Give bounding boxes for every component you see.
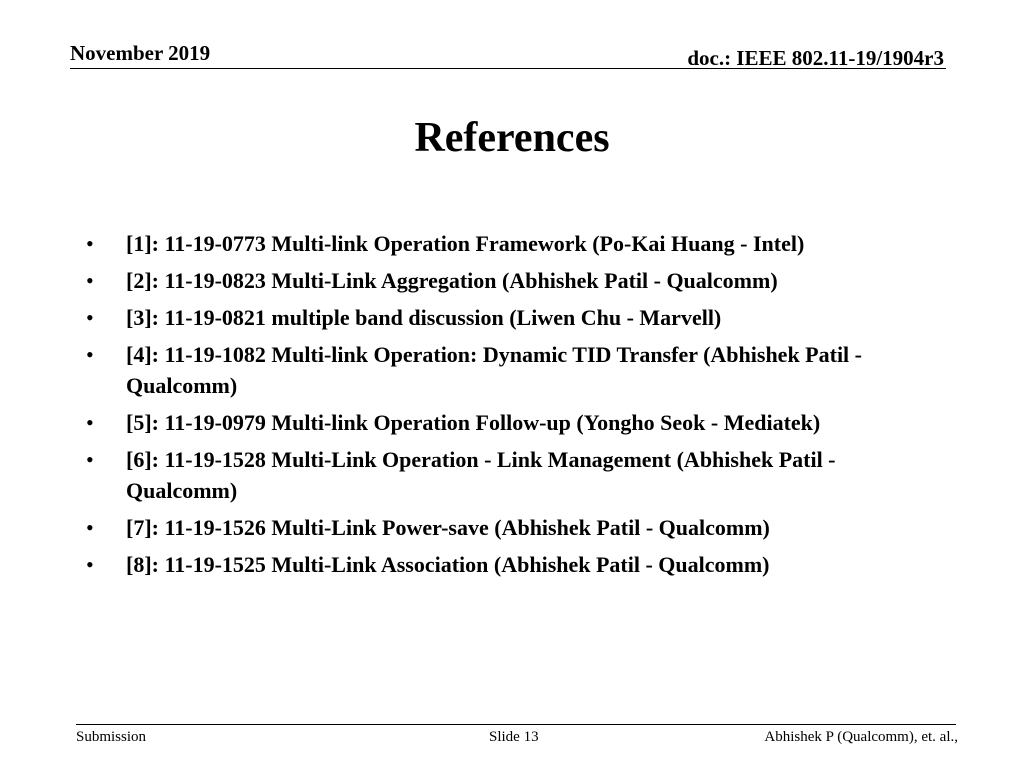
reference-item (86, 512, 916, 543)
bullet-icon: • (86, 410, 94, 435)
reference-text: [8]: 11-19-1525 Multi-Link Association (Abhishek Patil - Qualcomm) (126, 552, 770, 577)
footer-divider (76, 724, 956, 725)
reference-text: [6]: 11-19-1528 Multi-Link Operation - Link Management (Abhishek Patil - Qualcomm) (126, 447, 836, 503)
bullet-icon: • (86, 268, 94, 293)
bullet-icon: • (86, 447, 94, 472)
reference-text: [4]: 11-19-1082 Multi-link Operation: Dynamic TID Transfer (Abhishek Patil - Qualcomm) (126, 342, 862, 398)
footer-author: Abhishek P (Qualcomm), et. al., (764, 729, 958, 745)
footer-slide-number: Slide 13 (489, 729, 539, 745)
header-divider (70, 68, 946, 69)
header-doc-id: doc.: IEEE 802.11-19/1904r3 (687, 46, 944, 70)
reference-text: [2]: 11-19-0823 Multi-Link Aggregation (Abhishek Patil - Qualcomm) (126, 268, 778, 293)
reference-text: [3]: 11-19-0821 multiple band discussion (Liwen Chu - Marvell) (126, 305, 722, 330)
reference-item (86, 407, 916, 438)
reference-item (86, 265, 916, 296)
reference-item (86, 549, 916, 580)
reference-item (86, 302, 916, 333)
bullet-icon: • (86, 342, 94, 367)
bullet-icon: • (86, 552, 94, 577)
reference-item (86, 444, 916, 506)
bullet-icon: • (86, 305, 94, 330)
reference-text: [1]: 11-19-0773 Multi-link Operation Framework (Po-Kai Huang - Intel) (126, 231, 805, 256)
reference-item (86, 228, 916, 259)
header-date: November 2019 (70, 41, 211, 65)
slide-title: References (414, 115, 610, 161)
bullet-icon: • (86, 515, 94, 540)
footer-submission: Submission (76, 729, 147, 745)
reference-text: [5]: 11-19-0979 Multi-link Operation Follow-up (Yongho Seok - Mediatek) (126, 410, 821, 435)
reference-text: [7]: 11-19-1526 Multi-Link Power-save (Abhishek Patil - Qualcomm) (126, 515, 770, 540)
bullet-icon: • (86, 231, 94, 256)
reference-item (86, 339, 916, 401)
reference-list (86, 228, 916, 586)
